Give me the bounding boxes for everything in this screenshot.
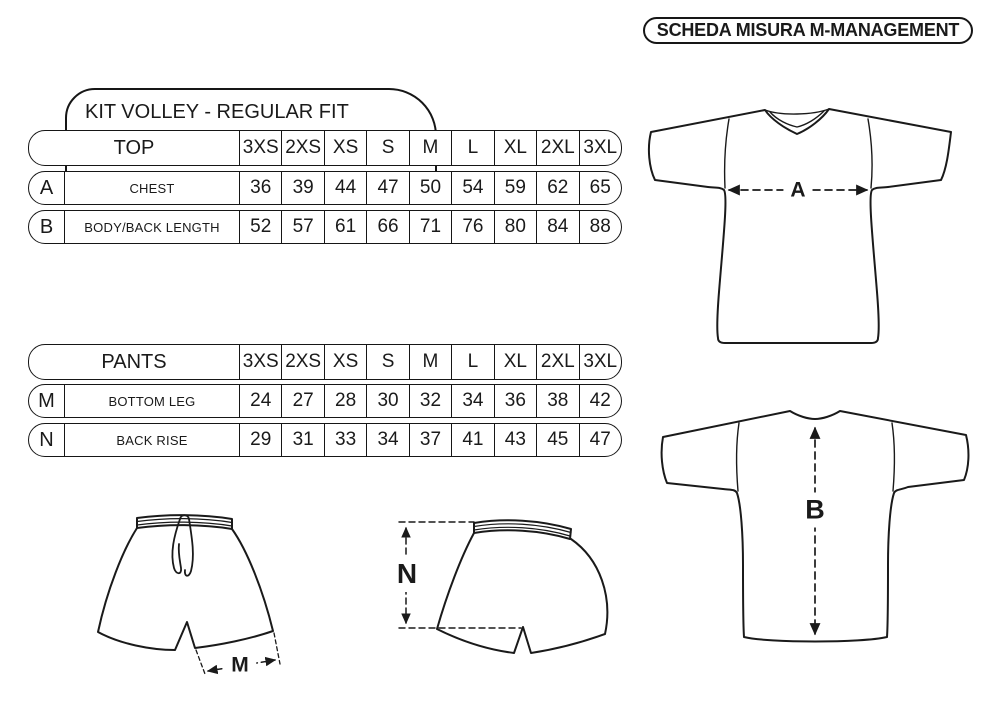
measure-value: 38 [536, 385, 578, 417]
kit-label: KIT VOLLEY - REGULAR FIT [85, 101, 349, 123]
size-header: 2XL [536, 131, 578, 165]
measure-value: 27 [281, 385, 323, 417]
measure-value: 37 [409, 424, 451, 456]
size-header: L [451, 131, 493, 165]
row-letter: N [29, 424, 65, 456]
measure-value: 33 [324, 424, 366, 456]
shorts-back-outline [437, 533, 607, 653]
ext-line-left [196, 650, 205, 674]
drawstring-left [172, 519, 181, 573]
table-row-chest [28, 171, 622, 205]
measure-value: 88 [579, 211, 621, 243]
measure-value: 43 [494, 424, 536, 456]
drawstring-right [185, 519, 193, 576]
measure-value: 34 [366, 424, 408, 456]
size-header: 3XS [239, 345, 281, 379]
size-header: 2XS [281, 345, 323, 379]
measure-value: 32 [409, 385, 451, 417]
sleeve-seam-right [868, 119, 872, 188]
dim-label-chest: A [783, 179, 812, 202]
size-header: 2XL [536, 345, 578, 379]
row-label: BODY/BACK LENGTH [84, 219, 220, 235]
dim-label-bottom-leg: M [224, 654, 256, 677]
size-header: XL [494, 345, 536, 379]
page-title: SCHEDA MISURA M-MANAGEMENT [656, 20, 960, 40]
measure-value: 28 [324, 385, 366, 417]
measure-value: 59 [494, 172, 536, 204]
measure-value: 54 [451, 172, 493, 204]
size-header: S [366, 131, 408, 165]
measure-value: 57 [281, 211, 323, 243]
measure-value: 42 [579, 385, 621, 417]
row-label: CHEST [129, 180, 175, 196]
row-letter: M [29, 385, 65, 417]
size-header: XS [324, 131, 366, 165]
measure-value: 76 [451, 211, 493, 243]
measure-value: 61 [324, 211, 366, 243]
measure-value: 39 [281, 172, 323, 204]
measure-value: 44 [324, 172, 366, 204]
measure-value: 62 [536, 172, 578, 204]
measure-value: 66 [366, 211, 408, 243]
measure-value: 52 [239, 211, 281, 243]
shorts-front-outline [98, 528, 273, 650]
measure-value: 36 [239, 172, 281, 204]
measure-value: 47 [366, 172, 408, 204]
size-header: 3XL [579, 131, 621, 165]
size-header: M [409, 131, 451, 165]
shorts-front-diagram [85, 498, 315, 693]
tshirt-front-outline [649, 109, 951, 343]
size-header: 3XL [579, 345, 621, 379]
size-header: 3XS [239, 131, 281, 165]
size-header: XL [494, 131, 536, 165]
measure-value: 50 [409, 172, 451, 204]
size-header: M [409, 345, 451, 379]
pants-table-header-row [28, 344, 622, 380]
size-header: XS [324, 345, 366, 379]
table-row-back-rise [28, 423, 622, 457]
size-header: 2XS [281, 131, 323, 165]
top-table-header-row [28, 130, 622, 166]
sleeve-seam-left [725, 119, 729, 188]
measure-value: 80 [494, 211, 536, 243]
pants-table-title: PANTS [101, 350, 167, 373]
measure-value: 45 [536, 424, 578, 456]
page-title-badge [643, 17, 973, 44]
dim-label-back-rise: N [394, 556, 420, 592]
measure-value: 29 [239, 424, 281, 456]
measure-value: 34 [451, 385, 493, 417]
top-table-title: TOP [113, 136, 155, 159]
row-letter: B [29, 211, 65, 243]
measure-value: 65 [579, 172, 621, 204]
size-header: S [366, 345, 408, 379]
dim-label-back-length: B [802, 493, 828, 528]
size-header: L [451, 345, 493, 379]
collar-back-line [765, 109, 829, 114]
tshirt-back-diagram [650, 395, 980, 667]
tshirt-front-diagram [645, 92, 975, 354]
waistband [474, 520, 571, 539]
measure-value: 24 [239, 385, 281, 417]
row-label: BOTTOM LEG [108, 393, 196, 409]
table-row-body-back-length [28, 210, 622, 244]
measure-value: 36 [494, 385, 536, 417]
measure-value: 41 [451, 424, 493, 456]
measure-value: 71 [409, 211, 451, 243]
table-row-bottom-leg [28, 384, 622, 418]
shorts-back-diagram [385, 502, 630, 667]
row-letter: A [29, 172, 65, 204]
row-label: BACK RISE [116, 432, 188, 448]
sleeve-seam-right [892, 423, 894, 491]
sleeve-seam-left [737, 423, 739, 491]
measure-value: 47 [579, 424, 621, 456]
measure-value: 31 [281, 424, 323, 456]
measure-value: 30 [366, 385, 408, 417]
measure-value: 84 [536, 211, 578, 243]
